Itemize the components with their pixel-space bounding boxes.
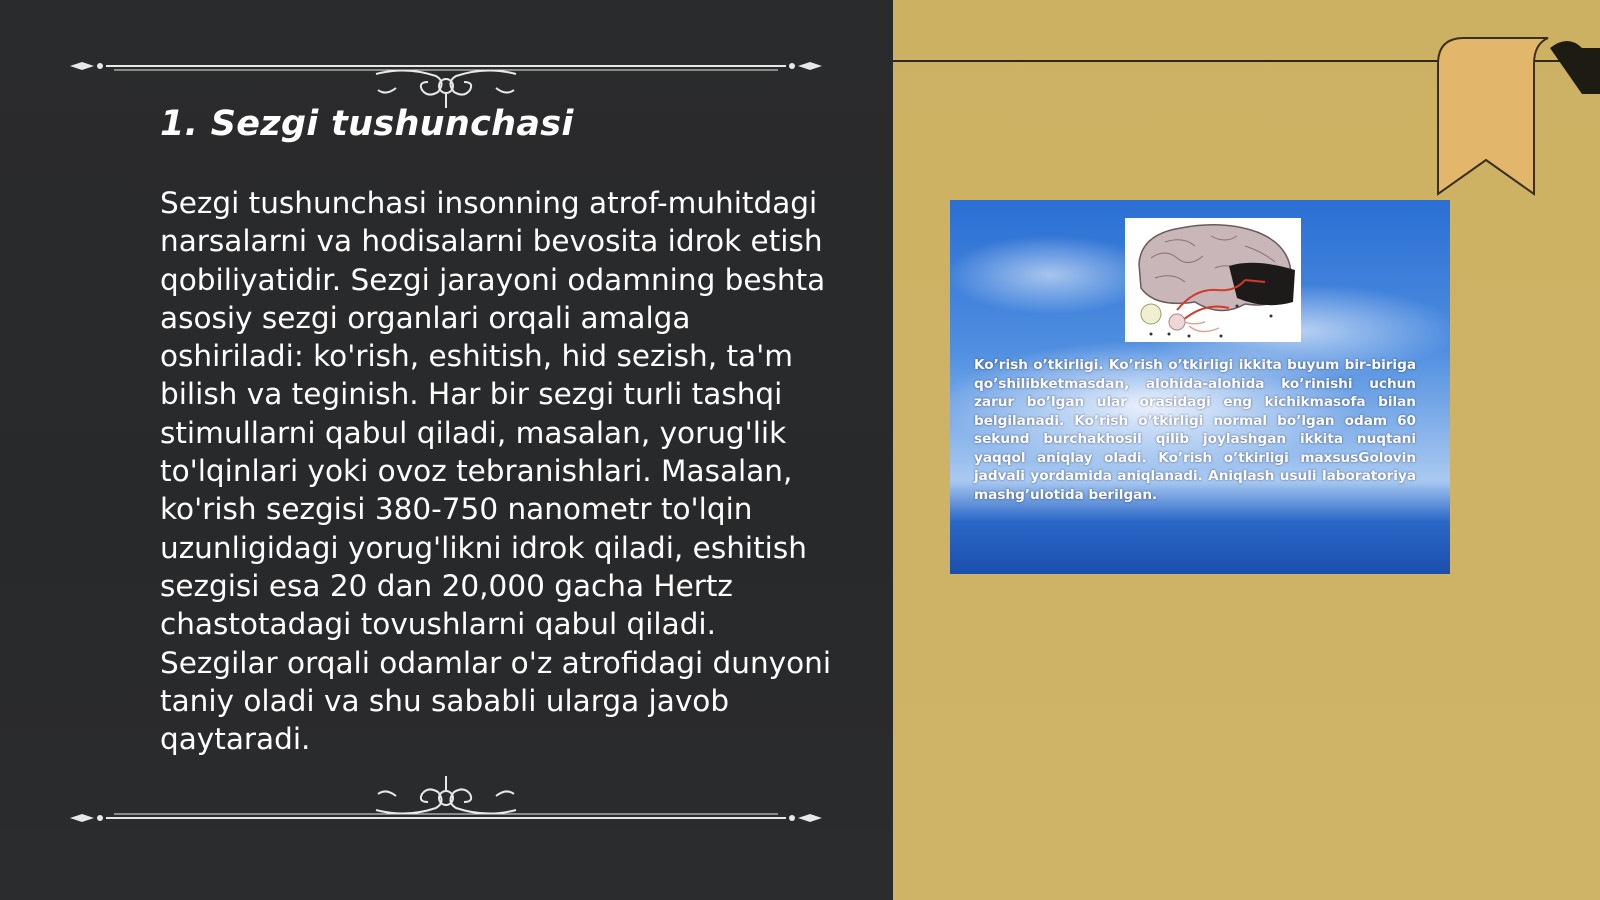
- top-ornament-divider: [66, 52, 826, 112]
- brain-diagram: [1125, 218, 1301, 342]
- slide-image: [950, 200, 1450, 574]
- image-caption-text: Ko’rish o’tkirligi. Ko’rish o’tkirligi ikkita buyum bir-biriga qo’shilibketmasdan, alohida-alohida ko’rinishi uchun zarur bo’lgan ular orasidagi eng kichikmasofa bilan belgilanadi. Ko’rish o’tkirligi normal bo’lgan odam 60 sekund burchakhosil qilib joylashgan ikkita nuqtani yaqqol aniqlay oladi. Ko’rish o’tkirligi maxsusGolovin jadvali yordamida aniqlanadi. Aniqlash usuli laboratoriya mashg’ulotida berilgan.: [974, 357, 1416, 503]
- bookmark-icon: [1430, 34, 1600, 204]
- brain-illustration: [1125, 218, 1301, 342]
- slide-body-text: Sezgi tushunchasi insonning atrof-muhitdagi narsalarni va hodisalarni bevosita idrok etish qobiliyatidir. Sezgi jarayoni odamning beshta asosiy sezgi organlari orqali amalga oshiriladi: ko'rish, eshitish, hid sezish, ta'm bilish va teginish. Har bir sezgi turli tashqi stimullarni qabul qiladi, masalan, yorug'lik to'lqinlari yoki ovoz tebranishlari. Masalan, ko'rish sezgisi 380-750 nanometr to'lqin uzunligidagi yorug'likni idrok qiladi, eshitish sezgisi esa 20 dan 20,000 gacha Hertz chastotadagi tovushlarni qabul qiladi. Sezgilar orqali odamlar o'z atrofidagi dunyoni taniy oladi va shu sababli ularga javob qaytaradi.: [160, 186, 832, 757]
- bottom-ornament-divider: [66, 772, 826, 832]
- slide-title: 1. Sezgi tushunchasi: [160, 104, 574, 144]
